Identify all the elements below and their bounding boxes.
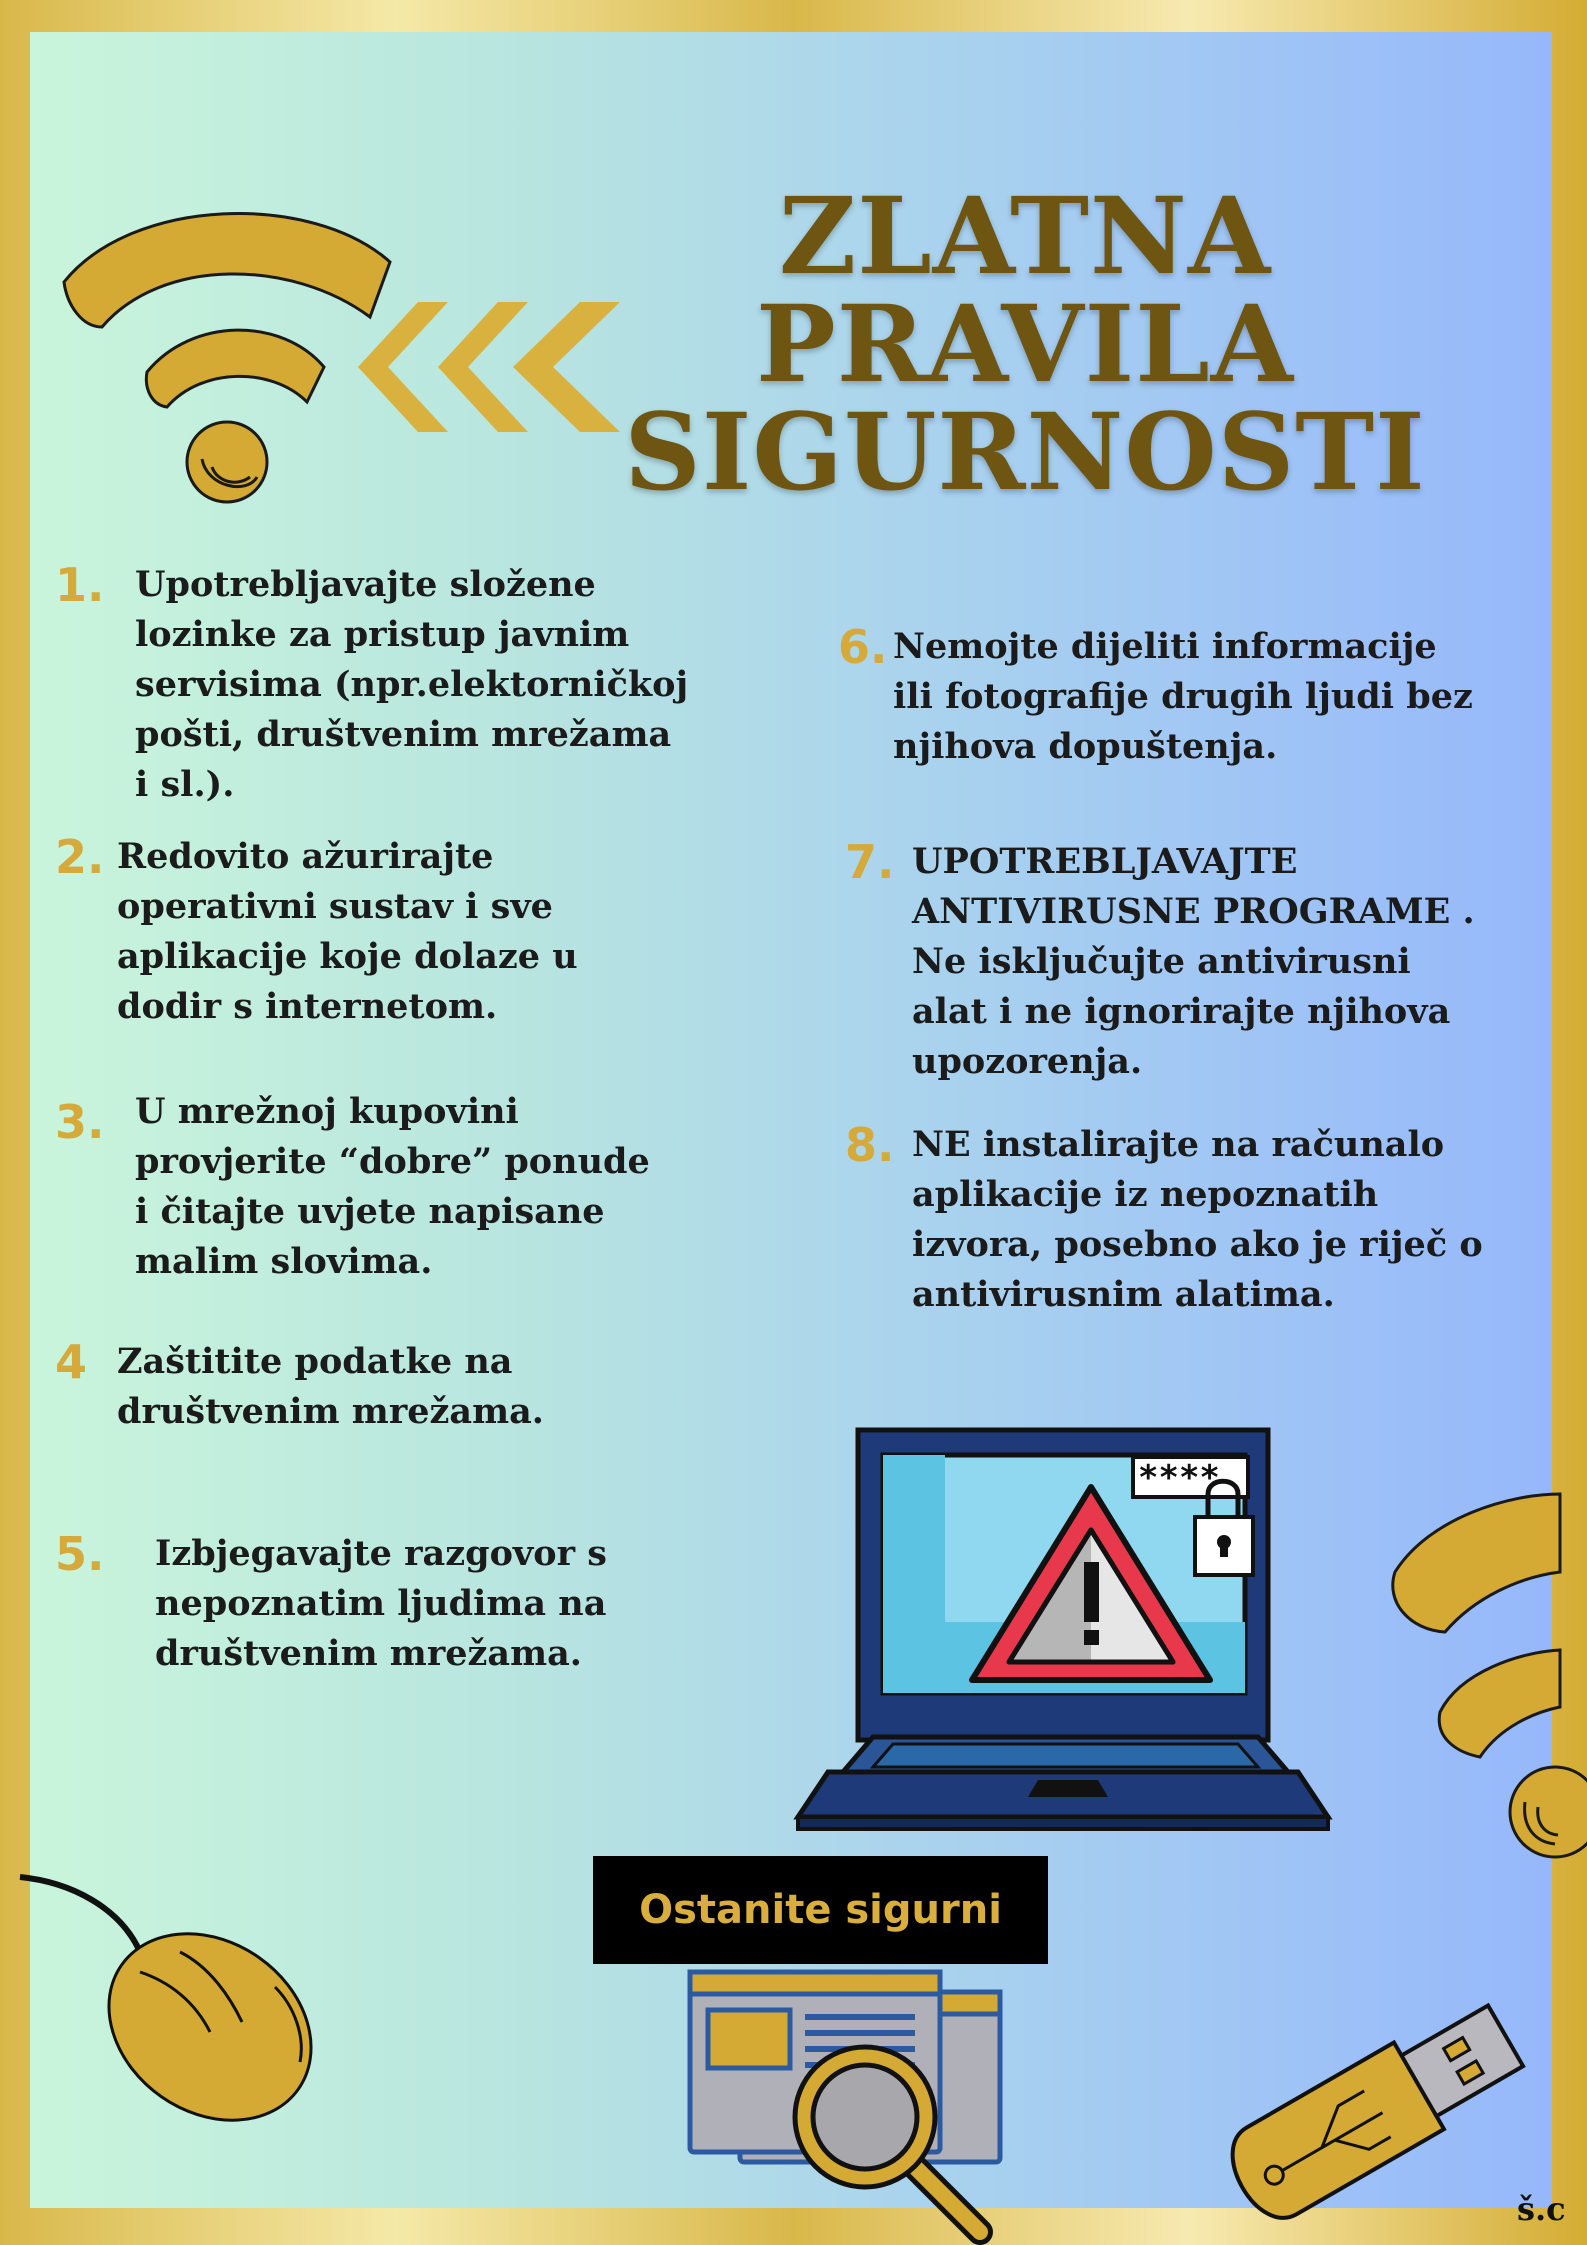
rule-6	[838, 622, 1478, 772]
search-browser-icon	[680, 1972, 1020, 2242]
rule-number: 8.	[845, 1118, 895, 1172]
wifi-icon	[1360, 1482, 1560, 1862]
rule-number: 3.	[55, 1095, 105, 1149]
title-line-1: ZLATNA PRAVILA	[756, 173, 1294, 406]
wifi-icon	[52, 177, 392, 507]
rule-number: 4	[55, 1335, 88, 1389]
rule-text: Zaštitite podatke na društvenim mrežama.	[117, 1341, 544, 1432]
laptop-icon	[798, 1422, 1338, 1842]
page-title	[500, 173, 1550, 514]
rule-1	[55, 560, 695, 810]
rule-text: UPOTREBLJAVAJTE ANTIVIRUSNE PROGRAME . Ne isključujte antivirusni alat i ne ignorirajte njihova upozorenja.	[912, 841, 1475, 1082]
stay-safe-button[interactable]: Ostanite sigurni	[593, 1856, 1048, 1964]
usb-drive-icon	[1220, 2002, 1550, 2232]
rule-text: Nemojte dijeliti informacije ili fotografije drugih ljudi bez njihova dopuštenja.	[893, 626, 1473, 767]
rule-text: Izbjegavajte razgovor s nepoznatim ljudima na društvenim mrežama.	[155, 1533, 607, 1674]
signature: š.c	[1517, 2190, 1566, 2228]
rule-number: 1.	[55, 558, 105, 612]
title-line-2: SIGURNOSTI	[624, 389, 1426, 514]
rule-3	[55, 1087, 675, 1287]
rule-text: U mrežnoj kupovini provjerite “dobre” ponude i čitajte uvjete napisane malim slovima.	[135, 1091, 650, 1282]
rule-number: 5.	[55, 1527, 105, 1581]
computer-mouse-icon	[30, 1832, 350, 2122]
rule-4	[55, 1337, 655, 1437]
rule-number: 6.	[838, 620, 888, 674]
rule-8	[845, 1120, 1495, 1320]
rule-2	[55, 832, 685, 1032]
password-mask: ****	[1138, 1458, 1220, 1498]
rule-number: 7.	[845, 835, 895, 889]
rule-7	[845, 837, 1495, 1087]
rule-text: Redovito ažurirajte operativni sustav i sve aplikacije koje dolaze u dodir s internetom.	[117, 836, 578, 1027]
poster	[30, 32, 1566, 2228]
rule-number: 2.	[55, 830, 105, 884]
rule-5	[55, 1529, 655, 1679]
rule-text: NE instalirajte na računalo aplikacije iz nepoznatih izvora, posebno ako je riječ o antivirusnim alatima.	[912, 1124, 1483, 1315]
rule-text: Upotrebljavajte složene lozinke za pristup javnim servisima (npr.elektorničkoj pošti, društvenim mrežama i sl.).	[135, 564, 689, 805]
